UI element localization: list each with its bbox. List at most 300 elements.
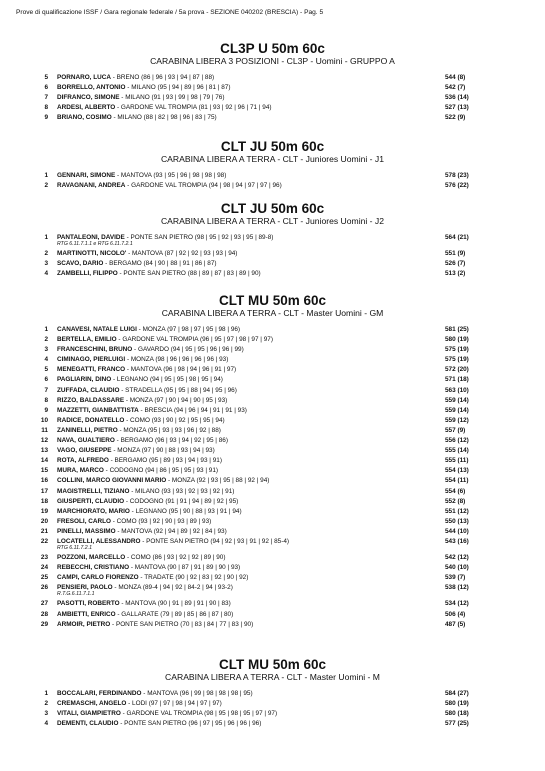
result-row [0, 436, 545, 446]
club-name: MONZA [130, 356, 154, 364]
rank-number: 2 [44, 250, 48, 258]
rank-number: 22 [40, 537, 48, 545]
result-row [0, 113, 545, 123]
result-row [0, 709, 545, 719]
club-name: MONZA [123, 426, 147, 434]
result-row [0, 699, 545, 709]
athlete-entry: PENSIERI, PAOLO - MONZA (89-4 | 94 | 92 | 84-2 | 94 | 93-2) [57, 584, 233, 592]
athlete-name: RADICE, DONATELLO [57, 416, 125, 424]
athlete-entry: FRESOLI, CARLO - COMO (93 | 92 | 90 | 93 | 89 | 93) [57, 517, 212, 525]
series-scores: (90 | 91 | 89 | 91 | 90 | 83) [157, 600, 231, 608]
rank-number: 2 [44, 700, 48, 708]
series-scores: (98 | 95 | 92 | 93 | 95 | 89-8) [194, 234, 274, 241]
rule-note: R.T.G.6.11.7.1.1 [57, 591, 95, 598]
club-name: BERGAMO [114, 457, 148, 465]
athlete-entry: SCAVO, DARIO - BERGAMO (84 | 90 | 88 | 91 | 86 | 87) [57, 260, 217, 268]
athlete-name: FRESOLI, CARLO [57, 517, 111, 525]
rank-number: 13 [40, 447, 48, 455]
section-subtitle: CARABINA LIBERA A TERRA - CLT - Master Uomini - GM [161, 308, 384, 318]
section-title: CLT JU 50m 60c [220, 139, 325, 154]
total-score: 575 (19) [445, 346, 469, 354]
total-score: 550 (13) [445, 517, 469, 525]
section-title: CL3P U 50m 60c [220, 41, 325, 56]
club-name: MONZA [117, 447, 140, 455]
section-subtitle: CARABINA LIBERA A TERRA - CLT - Master Uomini - M [165, 672, 380, 682]
result-row [0, 456, 545, 466]
series-scores: (97 | 97 | 98 | 94 | 97 | 97) [148, 700, 222, 708]
total-score: 543 (16) [445, 537, 469, 545]
total-score: 544 (8) [445, 74, 466, 81]
club-name: MANTOVA [121, 527, 152, 535]
result-row [0, 426, 545, 436]
athlete-name: VITALI, GIAMPIETRO [57, 710, 121, 718]
total-score: 556 (12) [445, 437, 469, 445]
total-score: 527 (13) [445, 104, 469, 112]
total-score: 575 (19) [445, 356, 469, 364]
result-row [0, 553, 545, 563]
athlete-name: POZZONI, MARCELLO [57, 554, 126, 562]
total-score: 580 (19) [445, 700, 469, 708]
series-scores: (92 | 94 | 89 | 92 | 84 | 93) [153, 527, 227, 535]
section-cl3p-gruppo-a [0, 41, 545, 123]
series-scores: (89-4 | 94 | 92 | 84-2 | 94 | 93-2) [142, 584, 233, 592]
series-scores: (91 | 91 | 94 | 89 | 92 | 95) [165, 497, 239, 505]
result-row [0, 610, 545, 620]
results-list [0, 325, 545, 630]
athlete-name: CAMPI, CARLO FIORENZO [57, 574, 139, 582]
series-scores: (90 | 92 | 83 | 92 | 90 | 92) [175, 574, 249, 582]
rank-number: 17 [40, 487, 48, 495]
athlete-entry: PINELLI, MASSIMO - MANTOVA (92 | 94 | 89 | 92 | 84 | 93) [57, 527, 227, 535]
athlete-entry: BERTELLA, EMILIO - GARDONE VAL TROMPIA (96 | 95 | 97 | 98 | 97 | 97) [57, 336, 273, 344]
rank-number: 4 [44, 720, 48, 728]
section-clt-juniores-j2 [0, 201, 545, 279]
result-row [0, 365, 545, 375]
series-scores: (97 | 90 | 94 | 90 | 95 | 93) [154, 396, 228, 404]
athlete-name: PENSIERI, PAOLO [57, 584, 113, 592]
series-scores: (95 | 95 | 88 | 94 | 95 | 96) [163, 386, 237, 394]
rank-number: 29 [40, 620, 48, 628]
result-row [0, 345, 545, 355]
athlete-name: MAZZETTI, GIANBATTISTA [57, 406, 139, 414]
result-row [0, 599, 545, 609]
club-name: BRENO [116, 74, 140, 81]
rank-number: 2 [44, 182, 48, 190]
result-row [0, 573, 545, 583]
club-name: BERGAMO [109, 260, 142, 268]
result-row [0, 259, 545, 269]
club-name: STRADELLA [125, 386, 163, 394]
series-scores: (70 | 83 | 84 | 77 | 83 | 90) [180, 620, 254, 628]
club-name: GARDONE VAL TROMPIA [131, 182, 207, 190]
athlete-entry: PANTALEONI, DAVIDE - PONTE SAN PIETRO (98 | 95 | 92 | 93 | 95 | 89-8) [57, 234, 274, 241]
club-name: PONTE SAN PIETRO [146, 537, 209, 545]
club-name: MILANO [135, 487, 160, 495]
results-list [0, 689, 545, 729]
series-scores: (81 | 93 | 92 | 96 | 71 | 94) [198, 104, 272, 112]
series-scores: (91 | 93 | 99 | 98 | 79 | 76) [151, 94, 225, 102]
club-name: GARDONE VAL TROMPIA [126, 710, 203, 718]
athlete-entry: ARDESI, ALBERTO - GARDONE VAL TROMPIA (81 | 93 | 92 | 96 | 71 | 94) [57, 104, 272, 112]
club-name: MANTOVA [130, 366, 162, 374]
series-scores: (93 | 93 | 92 | 93 | 92 | 91) [161, 487, 235, 495]
result-row [0, 527, 545, 537]
athlete-entry: CIMINAGO, PIERLUIGI - MONZA (98 | 96 | 96 | 96 | 96 | 93) [57, 356, 229, 364]
result-row [0, 93, 545, 103]
series-scores: (94 | 95 | 95 | 98 | 95 | 94) [149, 376, 223, 384]
series-scores: (88 | 89 | 87 | 83 | 89 | 90) [187, 270, 261, 278]
rank-number: 11 [41, 426, 48, 434]
result-row [0, 249, 545, 259]
rank-number: 7 [44, 94, 48, 102]
athlete-entry: DEMENTI, CLAUDIO - PONTE SAN PIETRO (96 | 97 | 95 | 96 | 96 | 96) [57, 720, 262, 728]
athlete-entry: RADICE, DONATELLO - COMO (93 | 90 | 92 | 95 | 95 | 94) [57, 416, 225, 424]
club-name: GARDONE VAL TROMPIA [122, 336, 199, 344]
total-score: 536 (14) [445, 94, 469, 102]
athlete-entry: PAGLIARIN, DINO - LEGNANO (94 | 95 | 95 | 98 | 95 | 94) [57, 376, 223, 384]
athlete-name: ZANINELLI, PIETRO [57, 426, 118, 434]
total-score: 554 (6) [445, 487, 466, 495]
club-name: MONZA [118, 584, 142, 592]
series-scores: (93 | 90 | 92 | 95 | 95 | 94) [151, 416, 225, 424]
total-score: 551 (9) [445, 250, 466, 258]
section-subtitle: CARABINA LIBERA A TERRA - CLT - Juniores Uomini - J1 [160, 154, 385, 164]
athlete-entry: GENNARI, SIMONE - MANTOVA (93 | 95 | 96 | 98 | 98 | 98) [57, 172, 227, 179]
results-list [0, 233, 545, 279]
rank-number: 26 [40, 584, 48, 592]
series-scores: (98 | 96 | 96 | 96 | 96 | 93) [155, 356, 229, 364]
athlete-entry: VAGO, GIUSEPPE - MONZA (97 | 90 | 88 | 93 | 94 | 93) [57, 447, 215, 455]
series-scores: (94 | 86 | 95 | 95 | 93 | 91) [145, 467, 219, 475]
series-scores: (96 | 97 | 95 | 96 | 96 | 96) [188, 720, 262, 728]
athlete-entry: POZZONI, MARCELLO - COMO (86 | 93 | 92 | 92 | 89 | 90) [57, 554, 226, 562]
total-score: 576 (22) [445, 182, 469, 190]
total-score: 534 (12) [445, 600, 469, 608]
athlete-name: MURA, MARCO [57, 467, 104, 475]
series-scores: (79 | 89 | 85 | 86 | 87 | 80) [160, 610, 234, 618]
result-row [0, 406, 545, 416]
rank-number: 3 [44, 710, 48, 718]
athlete-entry: PASOTTI, ROBERTO - MANTOVA (90 | 91 | 89 | 91 | 90 | 83) [57, 600, 231, 608]
result-row [0, 73, 545, 83]
club-name: MILANO [125, 94, 150, 102]
series-scores: (94 | 98 | 94 | 97 | 97 | 96) [208, 182, 282, 190]
athlete-entry: RIZZO, BALDASSARE - MONZA (97 | 90 | 94 | 90 | 95 | 93) [57, 396, 228, 404]
section-title: CLT MU 50m 60c [218, 293, 327, 308]
result-row [0, 507, 545, 517]
club-name: BRESCIA [144, 406, 173, 414]
result-row [0, 583, 545, 599]
athlete-name: ROTA, ALFREDO [57, 457, 109, 465]
series-scores: (95 | 94 | 89 | 96 | 81 | 87) [157, 84, 231, 92]
athlete-name: GIUSPERTI, CLAUDIO [57, 497, 125, 505]
total-score: 555 (14) [445, 447, 469, 455]
total-score: 554 (11) [445, 477, 469, 485]
total-score: 522 (9) [445, 114, 466, 122]
series-scores: (93 | 95 | 96 | 98 | 98 | 98) [153, 172, 227, 179]
athlete-name: PINELLI, MASSIMO [57, 527, 116, 535]
athlete-name: SCAVO, DARIO [57, 260, 104, 268]
club-name: MONZA [171, 477, 195, 485]
athlete-entry: NAVA, GUALTIERO - BERGAMO (96 | 93 | 94 | 92 | 95 | 86) [57, 437, 228, 445]
club-name: MANTOVA [125, 600, 156, 608]
athlete-entry: LOCATELLI, ALESSANDRO - PONTE SAN PIETRO (94 | 92 | 93 | 91 | 92 | 85-4) [57, 537, 290, 545]
club-name: MANTOVA [132, 250, 163, 258]
club-name: PONTE SAN PIETRO [130, 234, 193, 241]
athlete-name: PORNARO, LUCA [57, 74, 111, 81]
result-row [0, 476, 545, 486]
section-title: CLT JU 50m 60c [220, 201, 325, 216]
rank-number: 1 [44, 326, 48, 333]
athlete-entry: CREMASCHI, ANGELO - LODI (97 | 97 | 98 | 94 | 97 | 97) [57, 700, 222, 708]
athlete-name: BOCCALARI, FERDINANDO [57, 690, 142, 697]
result-row [0, 335, 545, 345]
series-scores: (94 | 96 | 94 | 91 | 91 | 93) [173, 406, 247, 414]
club-name: MONZA [142, 326, 166, 333]
athlete-name: AMBIETTI, ENRICO [57, 610, 116, 618]
total-score: 544 (10) [445, 527, 469, 535]
club-name: LODI [132, 700, 147, 708]
athlete-name: BORRELLO, ANTONIO [57, 84, 126, 92]
athlete-entry: PORNARO, LUCA - BRENO (86 | 96 | 93 | 94 | 87 | 88) [57, 74, 215, 81]
rank-number: 27 [40, 600, 48, 608]
rank-number: 28 [40, 610, 48, 618]
total-score: 487 (5) [445, 620, 466, 628]
athlete-entry: ROTA, ALFREDO - BERGAMO (95 | 89 | 93 | 94 | 93 | 91) [57, 457, 222, 465]
result-row [0, 396, 545, 406]
club-name: BERGAMO [120, 437, 154, 445]
club-name: MONZA [129, 396, 153, 404]
result-row [0, 517, 545, 527]
athlete-name: CANAVESI, NATALE LUIGI [57, 326, 137, 333]
athlete-name: VAGO, GIUSEPPE [57, 447, 112, 455]
athlete-entry: VITALI, GIAMPIETRO - GARDONE VAL TROMPIA (98 | 95 | 98 | 95 | 97 | 97) [57, 710, 278, 718]
athlete-entry: CANAVESI, NATALE LUIGI - MONZA (97 | 98 | 97 | 95 | 98 | 96) [57, 326, 241, 333]
total-score: 542 (7) [445, 84, 466, 92]
series-scores: (97 | 90 | 88 | 93 | 94 | 93) [141, 447, 215, 455]
athlete-entry: MARTINOTTI, NICOLO' - MANTOVA (87 | 92 | 92 | 93 | 93 | 94) [57, 250, 238, 258]
section-subtitle: CARABINA LIBERA 3 POSIZIONI - CL3P - Uomini - GRUPPO A [150, 56, 395, 66]
series-scores: (98 | 95 | 98 | 95 | 97 | 97) [204, 710, 278, 718]
rank-number: 23 [40, 554, 48, 562]
rank-number: 4 [44, 270, 48, 278]
rank-number: 16 [40, 477, 48, 485]
rank-number: 14 [40, 457, 48, 465]
total-score: 571 (18) [445, 376, 469, 384]
total-score: 506 (4) [445, 610, 466, 618]
results-list [0, 171, 545, 191]
club-name: MANTOVA [120, 172, 152, 179]
athlete-entry: MENEGATTI, FRANCO - MANTOVA (96 | 98 | 94 | 96 | 91 | 97) [57, 366, 237, 374]
club-name: PONTE SAN PIETRO [124, 720, 187, 728]
series-scores: (86 | 96 | 93 | 94 | 87 | 88) [141, 74, 215, 81]
series-scores: (87 | 92 | 92 | 93 | 93 | 94) [164, 250, 238, 258]
result-row [0, 466, 545, 476]
rank-number: 4 [44, 356, 48, 364]
series-scores: (90 | 87 | 91 | 89 | 90 | 93) [167, 564, 241, 572]
rank-number: 1 [44, 234, 48, 241]
athlete-name: PASOTTI, ROBERTO [57, 600, 120, 608]
total-score: 557 (9) [445, 426, 466, 434]
athlete-entry: DIFRANCO, SIMONE - MILANO (91 | 93 | 99 | 98 | 79 | 76) [57, 94, 225, 102]
club-name: CODOGNO [129, 497, 164, 505]
result-row [0, 103, 545, 113]
results-list [0, 73, 545, 123]
total-score: 542 (12) [445, 554, 469, 562]
athlete-entry: RAVAGNANI, ANDREA - GARDONE VAL TROMPIA (94 | 98 | 94 | 97 | 97 | 96) [57, 182, 282, 190]
athlete-name: PANTALEONI, DAVIDE [57, 234, 125, 241]
athlete-entry: AMBIETTI, ENRICO - GALLARATE (79 | 89 | 85 | 86 | 87 | 80) [57, 610, 234, 618]
rank-number: 9 [44, 406, 48, 414]
result-row [0, 620, 545, 630]
athlete-name: DIFRANCO, SIMONE [57, 94, 120, 102]
club-name: TRADATE [144, 574, 174, 582]
total-score: 551 (12) [445, 507, 469, 515]
athlete-entry: MARCHIORATO, MARIO - LEGNANO (95 | 90 | 88 | 93 | 91 | 94) [57, 507, 242, 515]
club-name: LEGNANO [116, 376, 149, 384]
athlete-name: DEMENTI, CLAUDIO [57, 720, 119, 728]
section-subtitle: CARABINA LIBERA A TERRA - CLT - Juniores Uomini - J2 [160, 216, 385, 226]
athlete-name: ZUFFADA, CLAUDIO [57, 386, 120, 394]
series-scores: (95 | 93 | 93 | 96 | 92 | 88) [147, 426, 221, 434]
athlete-entry: BOCCALARI, FERDINANDO - MANTOVA (96 | 99 | 98 | 98 | 98 | 95) [57, 690, 253, 697]
rule-note: RTG 6.11.7.2.1 [57, 544, 92, 551]
total-score: 538 (12) [445, 584, 469, 592]
result-row [0, 171, 545, 181]
rule-note: RTG 6.11.7.1.1 e RTG 6.11.7.2.1 [57, 241, 133, 247]
rank-number: 6 [44, 376, 48, 384]
result-row [0, 563, 545, 573]
athlete-entry: BORRELLO, ANTONIO - MILANO (95 | 94 | 89 | 96 | 81 | 87) [57, 84, 231, 92]
club-name: GALLARATE [121, 610, 159, 618]
rank-number: 18 [40, 497, 48, 505]
total-score: 526 (7) [445, 260, 466, 268]
athlete-name: MAGISTRELLI, TIZIANO [57, 487, 130, 495]
club-name: CODOGNO [109, 467, 144, 475]
athlete-entry: REBECCHI, CRISTIANO - MANTOVA (90 | 87 | 91 | 89 | 90 | 93) [57, 564, 241, 572]
total-score: 584 (27) [445, 690, 469, 697]
athlete-entry: COLLINI, MARCO GIOVANNI MARIO - MONZA (92 | 93 | 95 | 88 | 92 | 94) [57, 477, 270, 485]
result-row [0, 487, 545, 497]
club-name: COMO [116, 517, 137, 525]
athlete-name: BERTELLA, EMILIO [57, 336, 117, 344]
result-row [0, 375, 545, 385]
section-clt-master-m [0, 657, 545, 729]
athlete-entry: CAMPI, CARLO FIORENZO - TRADATE (90 | 92 | 83 | 92 | 90 | 92) [57, 574, 249, 582]
club-name: GAVARDO [137, 346, 169, 354]
result-row [0, 83, 545, 93]
series-scores: (95 | 89 | 93 | 94 | 93 | 91) [148, 457, 222, 465]
club-name: PONTE SAN PIETRO [123, 270, 186, 278]
total-score: 539 (7) [445, 574, 466, 582]
athlete-entry: MAZZETTI, GIANBATTISTA - BRESCIA (94 | 96 | 94 | 91 | 91 | 93) [57, 406, 247, 414]
club-name: GARDONE VAL TROMPIA [120, 104, 197, 112]
page-header: Prove di qualificazione ISSF / Gara regionale federale / 5a prova - SEZIONE 040202 (BRESCIA) - Pag. 5 [16, 9, 324, 16]
series-scores: (97 | 98 | 97 | 95 | 98 | 96) [167, 326, 241, 333]
total-score: 577 (25) [445, 720, 469, 728]
rank-number: 8 [44, 396, 48, 404]
result-row [0, 537, 545, 553]
club-name: MILANO [117, 114, 142, 122]
result-row [0, 269, 545, 279]
result-row [0, 689, 545, 699]
series-scores: (96 | 99 | 98 | 98 | 98 | 95) [179, 690, 253, 697]
athlete-name: MENEGATTI, FRANCO [57, 366, 126, 374]
athlete-entry: ZUFFADA, CLAUDIO - STRADELLA (95 | 95 | 88 | 94 | 95 | 96) [57, 386, 237, 394]
rank-number: 12 [40, 437, 48, 445]
result-row [0, 416, 545, 426]
total-score: 580 (19) [445, 336, 469, 344]
athlete-name: MARCHIORATO, MARIO [57, 507, 130, 515]
result-row [0, 325, 545, 335]
rank-number: 20 [40, 517, 48, 525]
series-scores: (93 | 92 | 90 | 93 | 89 | 93) [138, 517, 212, 525]
result-row [0, 719, 545, 729]
series-scores: (88 | 82 | 98 | 96 | 83 | 75) [143, 114, 217, 122]
athlete-name: CREMASCHI, ANGELO [57, 700, 127, 708]
rank-number: 3 [44, 260, 48, 268]
club-name: PONTE SAN PIETRO [115, 620, 179, 628]
result-row [0, 233, 545, 249]
athlete-entry: ARMOIR, PIETRO - PONTE SAN PIETRO (70 | 83 | 84 | 77 | 83 | 90) [57, 620, 254, 628]
athlete-name: GENNARI, SIMONE [57, 172, 116, 179]
total-score: 555 (11) [445, 457, 469, 465]
total-score: 540 (10) [445, 564, 469, 572]
total-score: 513 (2) [445, 270, 466, 278]
rank-number: 5 [44, 74, 48, 81]
rank-number: 8 [44, 104, 48, 112]
athlete-entry: FRANCESCHINI, BRUNO - GAVARDO (94 | 95 | 95 | 96 | 96 | 99) [57, 346, 244, 354]
result-row [0, 355, 545, 365]
rank-number: 10 [40, 416, 48, 424]
result-row [0, 446, 545, 456]
result-row [0, 386, 545, 396]
athlete-name: COLLINI, MARCO GIOVANNI MARIO [57, 477, 167, 485]
total-score: 580 (18) [445, 710, 469, 718]
total-score: 581 (25) [445, 326, 469, 333]
athlete-name: LOCATELLI, ALESSANDRO [57, 537, 141, 545]
athlete-entry: MURA, MARCO - CODOGNO (94 | 86 | 95 | 95 | 93 | 91) [57, 467, 219, 475]
section-clt-juniores-j1 [0, 139, 545, 191]
rank-number: 6 [44, 84, 48, 92]
series-scores: (94 | 95 | 95 | 96 | 96 | 99) [170, 346, 244, 354]
section-clt-master-gm [0, 293, 545, 630]
total-score: 564 (21) [445, 234, 469, 241]
total-score: 559 (14) [445, 396, 469, 404]
club-name: COMO [130, 416, 150, 424]
rank-number: 25 [40, 574, 48, 582]
athlete-name: NAVA, GUALTIERO [57, 437, 115, 445]
series-scores: (96 | 93 | 94 | 92 | 95 | 86) [155, 437, 228, 445]
athlete-name: PAGLIARIN, DINO [57, 376, 112, 384]
total-score: 559 (14) [445, 406, 469, 414]
athlete-name: FRANCESCHINI, BRUNO [57, 346, 133, 354]
total-score: 552 (8) [445, 497, 466, 505]
athlete-name: RIZZO, BALDASSARE [57, 396, 125, 404]
series-scores: (96 | 95 | 97 | 98 | 97 | 97) [200, 336, 273, 344]
series-scores: (94 | 92 | 93 | 91 | 92 | 85-4) [210, 537, 290, 545]
series-scores: (92 | 93 | 95 | 88 | 92 | 94) [196, 477, 270, 485]
athlete-entry: MAGISTRELLI, TIZIANO - MILANO (93 | 93 | 92 | 93 | 92 | 91) [57, 487, 235, 495]
rank-number: 7 [44, 386, 48, 394]
rank-number: 24 [40, 564, 48, 572]
athlete-name: ARDESI, ALBERTO [57, 104, 116, 112]
athlete-name: ZAMBELLI, FILIPPO [57, 270, 118, 278]
result-row [0, 181, 545, 191]
result-row [0, 497, 545, 507]
rank-number: 5 [44, 366, 48, 374]
athlete-entry: GIUSPERTI, CLAUDIO - CODOGNO (91 | 91 | 94 | 89 | 92 | 95) [57, 497, 239, 505]
